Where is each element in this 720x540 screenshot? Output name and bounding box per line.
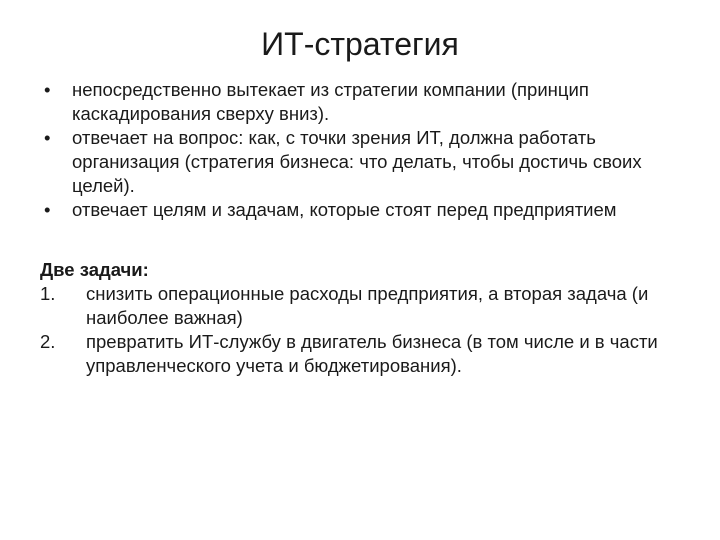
bullet-text: отвечает на вопрос: как, с точки зрения ИТ, должна работать организация (стратегия бизнеса: что делать, чтобы достичь своих целей). — [72, 127, 642, 196]
section-spacer — [40, 222, 680, 258]
slide-body — [40, 78, 680, 378]
bullet-item — [40, 198, 680, 222]
task-number: 2. — [40, 331, 56, 352]
slide-title: ИТ-стратегия — [261, 26, 459, 62]
bullet-marker: • — [44, 79, 51, 100]
bullet-item — [40, 126, 680, 198]
bullet-marker: • — [44, 199, 51, 220]
task-text: снизить операционные расходы предприятия, а вторая задача (и наиболее важная) — [86, 283, 649, 328]
task-item — [40, 282, 680, 330]
tasks-heading: Две задачи: — [40, 259, 149, 280]
bullet-text: непосредственно вытекает из стратегии компании (принцип каскадирования сверху вниз). — [72, 79, 589, 124]
bullet-item — [40, 78, 680, 126]
tasks-list — [40, 282, 680, 378]
bullet-list — [40, 78, 680, 222]
bullet-text: отвечает целям и задачам, которые стоят перед предприятием — [72, 199, 617, 220]
task-text: превратить ИТ-службу в двигатель бизнеса (в том числе и в части управленческого учета и бюджетирования). — [86, 331, 658, 376]
bullet-marker: • — [44, 127, 51, 148]
task-item — [40, 330, 680, 378]
task-number: 1. — [40, 283, 56, 304]
